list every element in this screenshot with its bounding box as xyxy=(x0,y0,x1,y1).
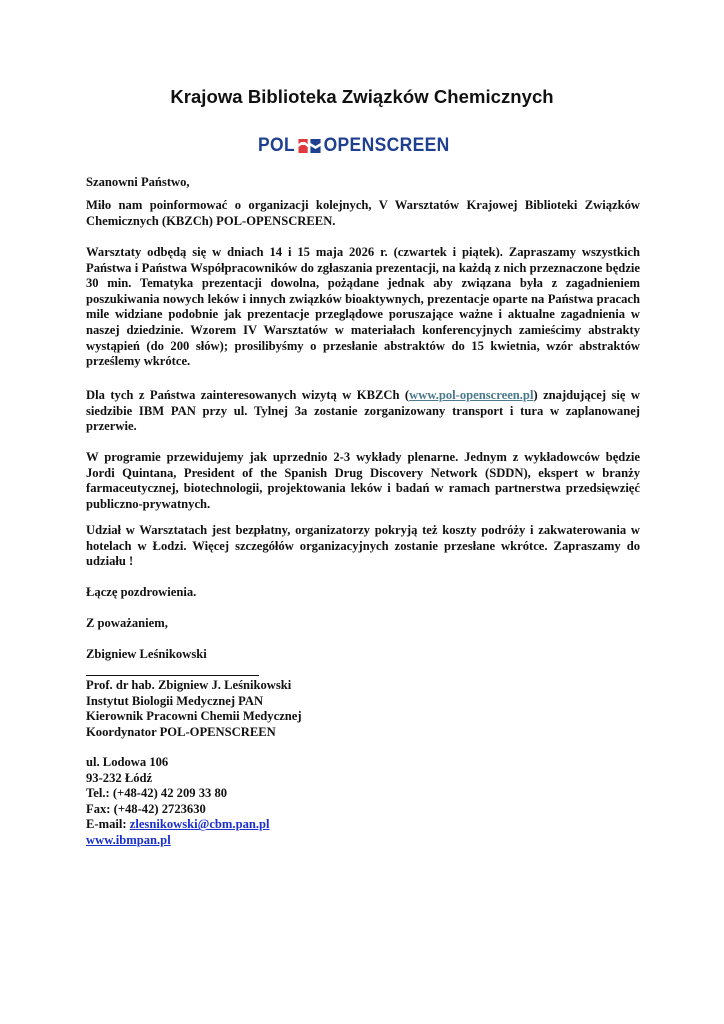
visit-text-before: Dla tych z Państwa zainteresowanych wizytą w KBZCh ( xyxy=(86,388,410,402)
visit-text-after: ) znajdującej się w siedzibie IBM PAN przy ul. Tylnej 3a zostanie zorganizowany transport i tura w zaplanowanej przerwie. xyxy=(86,388,641,434)
contact-email-link[interactable]: zlesnikowski@cbm.pan.pl xyxy=(129,817,270,832)
signature-block xyxy=(86,678,640,740)
greeting: Szanowni Państwo, xyxy=(86,175,190,189)
paragraph-program: W programie przewidujemy jak uprzednio 2-3 wykłady plenarne. Jednym z wykładowców będzie Jordi Quintana, President of the Spanish Drug Discovery Network (SDDN), ekspert w branży farmaceutycznej, biotechnologii, projektowania leków i badań w ramach partnerstwa przedsięwzięć publiczno-prywatnych. xyxy=(86,450,640,511)
contact-city: 93-232 Łódź xyxy=(86,770,153,785)
contact-email-row xyxy=(86,817,640,833)
ibmpan-website-link[interactable]: www.ibmpan.pl xyxy=(86,832,171,847)
document-title: Krajowa Biblioteka Związków Chemicznych xyxy=(170,86,554,107)
signature-name: Zbigniew Leśnikowski xyxy=(86,647,207,661)
signature-position: Kierownik Pracowni Chemii Medycznej xyxy=(86,709,302,724)
paragraph-participation: Udział w Warsztatach jest bezpłatny, organizatorzy pokryją też koszty podróży i zakwaterowania w hotelach w Łodzi. Więcej szczegółów organizacyjnych zostanie przesłane wkrótce. Zapraszamy do udziału ! xyxy=(86,523,640,569)
pol-openscreen-logo xyxy=(258,135,450,157)
contact-block xyxy=(86,755,640,849)
pol-openscreen-website-link[interactable]: www.pol-openscreen.pl xyxy=(409,388,534,402)
closing-sign-off: Z poważaniem, xyxy=(86,616,168,630)
contact-website-row xyxy=(86,833,640,849)
paragraph-intro: Miło nam poinformować o organizacji kolejnych, V Warsztatów Krajowej Biblioteki Związków Chemicznych (KBZCh) POL-OPENSCREEN. xyxy=(86,198,640,228)
paragraph-dates: Warsztaty odbędą się w dniach 14 i 15 maja 2026 r. (czwartek i piątek). Zapraszamy wszystkich Państwa i Państwa Współpracowników do zgłaszania prezentacji, na każdą z nich przeznaczone będzie 30 min. Tematyka prezentacji dowolna, pożądane jednak aby związana była z zagadnieniem poszukiwania nowych leków i innych związków bioaktywnych, prezentacje oparte na Państwa pracach mile widziane podobnie jak prezentacje przeglądowe poruszające ważne i aktualne zagadnienia w naszej dziedzinie. Wzorem IV Warsztatów w materiałach konferencyjnych zamieścimy abstrakty wystąpień (do 200 słów); prosilibyśmy o przesłanie abstraktów do 15 kwietnia, wzór abstraktów prześlemy wkrótce. xyxy=(86,245,640,369)
pol-openscreen-squares-icon xyxy=(298,138,322,154)
signature-institute: Instytut Biologii Medycznej PAN xyxy=(86,693,264,708)
contact-email-label: E-mail: xyxy=(86,817,130,832)
contact-fax: Fax: (+48-42) 2723630 xyxy=(86,801,206,816)
logo-text-openscreen: OPENSCREEN xyxy=(323,135,450,156)
signature-role: Koordynator POL-OPENSCREEN xyxy=(86,724,276,739)
signature-line xyxy=(86,675,259,676)
paragraph-visit xyxy=(86,388,640,435)
contact-street: ul. Lodowa 106 xyxy=(86,755,169,769)
closing-regards: Łączę pozdrowienia. xyxy=(86,585,197,599)
logo-text-pol: POL xyxy=(258,135,296,156)
contact-tel: Tel.: (+48-42) 42 209 33 80 xyxy=(86,786,228,801)
signature-full-name: Prof. dr hab. Zbigniew J. Leśnikowski xyxy=(86,678,292,692)
